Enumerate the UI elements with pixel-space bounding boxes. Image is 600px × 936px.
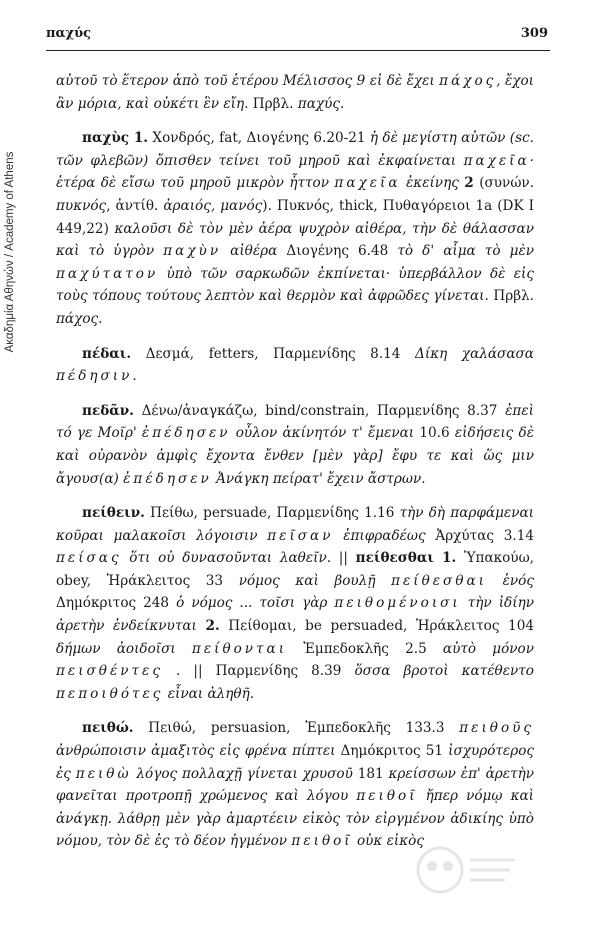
entry-peitho [56, 717, 534, 853]
spaced-term: πειθὼ [75, 765, 132, 782]
entry-text: . [421, 470, 426, 487]
entry-text: Δένω/ἀναγκάζω, bind/constrain, Παρμενίδης 8.37 [133, 402, 506, 419]
spaced-term: παχὺν [163, 243, 222, 260]
quotation-text: νόμος καὶ βουλῇ [238, 572, 392, 589]
quotation-text: ἐκείνης [400, 175, 465, 192]
quotation-text: ἀνθρώποισιν ἀμαξιτὸς εἰς φρένα πίπτει [56, 743, 336, 760]
entry-text: Ἀρχύτας 3.14 [425, 527, 534, 544]
dictionary-body [56, 70, 534, 865]
quotation-text: οὐκ εἰκὸς [352, 833, 424, 850]
quotation-text: ἤπερ νόμῳ καὶ ἀνάγκῃ. λάθρῃ μὲν γὰρ ἁμαρτέειν εἰκὸς τὸν εἰργμένον ἀδικίης ὑπὸ νόμου, τὸν δὲ ἐς τὸ δέον ἠγμένον [56, 788, 534, 850]
entry-text: . || [326, 550, 356, 567]
quotation-text: Ἀνάγκη πείρατ' ἔχειν ἄστρων [211, 470, 422, 487]
page-number: 309 [520, 26, 548, 41]
quotation-text: κρείσσων ἐπ' ἀρετὴν φανεῖται προτροπῇ χρώμενος καὶ λόγου [56, 765, 534, 805]
sense-marker: 2. [205, 618, 220, 635]
quotation-text: πάχος [56, 310, 99, 327]
entry-text: (συνών. [473, 175, 534, 192]
spaced-term: παχεῖα [334, 175, 401, 192]
entry-text: Πειθώ, persuasion, Ἐμπεδοκλῆς 133.3 [133, 720, 460, 737]
quotation-text: ἐπεὶ τό γε Μοῖρ' [56, 402, 534, 442]
quotation-text: οὖλον ἀκίνητόν τ' ἔμεναι [230, 425, 415, 442]
entry-text: ). Πυκνός, thick, Πυθαγόρειοι 1a (DK I 449,22) [56, 197, 535, 237]
quotation-text: τὴν ἰδίην ἀρετὴν ἐνδείκνυται [56, 595, 534, 635]
running-header [46, 26, 548, 41]
headword: πέδαι. [82, 345, 132, 362]
entry-text: Ἐμπεδοκλῆς 2.5 [287, 640, 443, 657]
entry-text: Διογένης 6.48 [277, 243, 398, 260]
quotation-text: ἐπιφραδέως [333, 527, 426, 544]
entry-text: . [340, 95, 345, 112]
spaced-term: πειθοῖ [291, 833, 353, 850]
entry-text: Χονδρός, fat, Διογένης 6.20-21 [148, 130, 370, 147]
quotation-text: εἶναι ἀληθῆ [163, 685, 250, 702]
quotation-text: ὑπὸ τῶν σαρκωδῶν ἐκπίνεται· ὑπερβάλλον δὲ εἰς τοὺς τόπους τούτους λεπτὸν καὶ θερμὸν καὶ ἀφρῶδες γίνεται [56, 265, 534, 305]
header-rule [46, 50, 550, 51]
side-note-text: Ακαδημία Αθηνών / Academy of Athens [4, 151, 16, 353]
entry-text: Δημόκριτος 51 [335, 743, 449, 760]
spaced-term: πειθοῖ [356, 788, 418, 805]
quotation-text: καλοῦσι δὲ τὸν μὲν ἀέρα ψυχρὸν αἰθέρα, τὴν δὲ θάλασσαν καὶ τὸ ὑγρὸν [56, 220, 534, 260]
entry-text: , ἀντίθ. [106, 197, 164, 214]
quotation-text: ὁ νόμος ... τοῖσι γὰρ [176, 595, 335, 612]
quotation-text: λόγος πολλαχῇ γίνεται χρυσοῦ [131, 765, 353, 782]
entry-text: . Πρβλ. [244, 95, 298, 112]
entry-text: Δημόκριτος 248 [56, 595, 177, 612]
entry-text: Ὑπακούω, obey, Ἡράκλειτος 33 [56, 550, 534, 589]
entry-text: Δεσμά, fetters, Παρμενίδης 8.14 [131, 345, 416, 362]
spaced-term: ἐπέδησεν [141, 425, 231, 442]
quotation-text: ἀραιός, μανός [163, 197, 263, 214]
quotation-text: , ἔχοι ἂν μόρια, καὶ οὐκέτι ἓν εἴη [56, 73, 534, 112]
quotation-text: ὅσσα βροτοὶ κατέθεντο [354, 663, 534, 680]
watermark-owl-icon [410, 840, 520, 900]
spaced-term: παχύτατον [56, 265, 159, 282]
quotation-text: εἰ δὲ ἔχει [369, 73, 440, 89]
spaced-term: πειθομένοισι [334, 595, 461, 612]
entry-text: Πείθομαι, be persuaded, Ἡράκλειτος 104 [219, 618, 535, 635]
spaced-term: πεισθέντες [56, 663, 163, 680]
spaced-term: πέδησιν [56, 368, 133, 385]
entry-text: . Πρβλ. [484, 288, 534, 305]
quotation-text: αἰθέρα [221, 243, 278, 260]
spaced-term: πείθεσθαι [391, 572, 488, 589]
spaced-term: πάχος [439, 73, 497, 89]
sense-marker: πείθεσθαι 1. [355, 550, 457, 567]
entry-text: 10.6 [414, 425, 455, 442]
spaced-term: πείσας [56, 550, 122, 567]
entry-text: . [249, 685, 255, 702]
entry-text: . [98, 310, 103, 327]
quotation-text: ὅτι οὐ δυνασοῦνται λαθεῖν [121, 550, 327, 567]
sense-marker: 2 [464, 175, 474, 192]
entry-peithein [56, 502, 534, 705]
spaced-term: πεῖσαν [267, 527, 334, 544]
headword: πείθειν. [82, 505, 145, 522]
entry-text: . [132, 368, 137, 385]
headword: πειθώ. [82, 720, 134, 737]
quotation-text: εἰδήσεις δὲ καὶ οὐρανὸν ἀμφὶς ἔχοντα ἔνθεν [μὲν γὰρ] ἔφυ τε καὶ ὥς μιν ἄγουσ(α) [56, 425, 534, 487]
entry-text: . || Παρμενίδης 8.39 [162, 663, 355, 680]
entry-pedai [56, 343, 534, 388]
quotation-text: τὸ δ' αἷμα τὸ μὲν [397, 243, 534, 260]
spaced-term: παχεῖα [463, 152, 530, 169]
spaced-term: ἐπέδησεν [123, 470, 212, 487]
quotation-text: ἑνός [487, 572, 534, 589]
quotation-text: παχύς [297, 95, 340, 112]
spaced-term: πείθονται [191, 640, 288, 657]
quotation-text: αὐτὸ μόνον [442, 640, 534, 657]
quotation-text: δήμων ἀοιδοῖσι [56, 640, 192, 657]
entry-text: Πείθω, persuade, Παρμενίδης 1.16 [144, 505, 400, 522]
entry-text: 181 [352, 765, 389, 782]
quotation-text: τὴν δὴ παρφάμεναι κοῦραι μαλακοῖσι λόγοισιν [56, 505, 534, 544]
quotation-text: αὐτοῦ τὸ ἕτερον ἀπὸ τοῦ ἑτέρου Μέλισσος 9 [56, 73, 370, 89]
spaced-term: πειθοῦς [459, 720, 534, 737]
quotation-text: Δίκη χαλάσασα [415, 345, 534, 362]
running-title: παχύς [46, 26, 92, 41]
quotation-text: ἡ δὲ μεγίστη αὐτῶν (sc. τῶν φλεβῶν) ὄπισθεν τείνει τοῦ μηροῦ καὶ ἐκφαίνεται [56, 130, 535, 169]
headword: πεδᾶν. [82, 402, 134, 419]
spaced-term: πεποιθότες [56, 685, 164, 702]
quotation-text: · ἑτέρα δὲ εἴσω τοῦ μηροῦ μικρὸν ἧττον [56, 152, 534, 192]
quotation-text: πυκνός [56, 197, 107, 214]
entry-pedan [56, 400, 534, 490]
entry-pachys [56, 127, 534, 330]
entry-pachos-continuation [56, 70, 534, 115]
headword: παχὺς 1. [82, 130, 149, 147]
side-note [2, 62, 18, 442]
quotation-text: ἰσχυρότερος ἐς [56, 743, 534, 782]
